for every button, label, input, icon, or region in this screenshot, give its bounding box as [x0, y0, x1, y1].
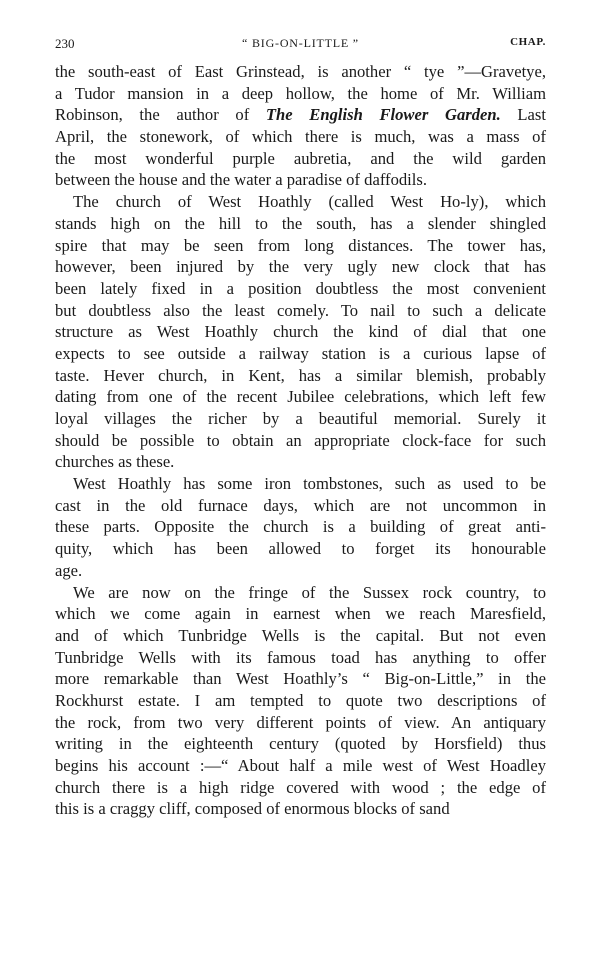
text-line: churches as these. — [55, 452, 175, 472]
running-head — [55, 34, 546, 56]
paragraph — [55, 191, 546, 473]
running-title: “ BIG-ON-LITTLE ” — [242, 36, 359, 50]
paragraph — [55, 61, 546, 191]
text-line: writing in the eighteenth century (quoted by Horsfield) thus — [55, 734, 546, 754]
text-line: dating from one of the recent Jubilee celebrations, which left few — [55, 387, 546, 407]
page-number: 230 — [55, 36, 75, 51]
text-line: Tunbridge Wells with its famous toad has anything to offer — [55, 647, 546, 667]
text-line: more remarkable than West Hoathly’s “ Big-on-Little,” in the — [55, 669, 546, 689]
text-line — [55, 104, 546, 126]
book-page — [55, 34, 546, 820]
text-line: April, the stonework, of which there is much, was a mass of — [55, 127, 546, 147]
text-line: a Tudor mansion in a deep hollow, the home of Mr. William — [55, 83, 546, 103]
text-line: West Hoathly has some iron tombstones, such as used to be — [73, 474, 546, 494]
text-line: which we come again in earnest when we reach Maresfield, — [55, 604, 546, 624]
text-line: The church of West Hoathly (called West Ho-ly), which — [73, 192, 546, 212]
text-line: but doubtless also the least comely. To nail to such a delicate — [55, 300, 546, 320]
text-line: loyal villages the richer by a beautiful memorial. Surely it — [55, 409, 546, 428]
text-line: between the house and the water a paradise of daffodils. — [55, 170, 427, 190]
text-line: the most wonderful purple aubretia, and the wild garden — [55, 148, 546, 168]
text-line: this is a craggy cliff, composed of enormous blocks of sand — [55, 799, 450, 819]
text-line: We are now on the fringe of the Sussex rock country, to — [73, 582, 546, 602]
text-line: expects to see outside a railway station is a curious lapse of — [55, 343, 546, 363]
text-line: age. — [55, 560, 83, 580]
text-segment: Last — [500, 105, 546, 125]
text-line: stands high on the hill to the south, has a slender shingled — [55, 213, 546, 233]
paragraph — [55, 582, 546, 821]
paragraph — [55, 473, 546, 581]
text-line: church there is a high ridge covered with wood ; the edge of — [55, 777, 546, 797]
text-line: quity, which has been allowed to forget its honourable — [55, 539, 546, 559]
text-line: spire that may be seen from long distances. The tower has, — [55, 235, 546, 255]
text-line: should be possible to obtain an appropriate clock-face for such — [55, 430, 546, 450]
text-line: taste. Hever church, in Kent, has a similar blemish, probably — [55, 365, 546, 385]
text-line: and of which Tunbridge Wells is the capital. But not even — [55, 625, 546, 645]
text-line: cast in the old furnace days, which are not uncommon in — [55, 495, 546, 515]
text-line: the south-east of East Grinstead, is another “ tye ”—Gravetye, — [55, 62, 546, 81]
text-line: the rock, from two very different points of view. An antiquary — [55, 712, 546, 732]
text-line: been lately fixed in a position doubtless the most convenient — [55, 278, 546, 298]
book-title: The English Flower Garden. — [265, 105, 501, 125]
body-text — [55, 61, 546, 820]
text-line: begins his account :—“ About half a mile west of West Hoadley — [55, 756, 546, 775]
chapter-abbrev: CHAP. — [510, 36, 546, 48]
text-line: these parts. Opposite the church is a building of great anti- — [55, 517, 546, 537]
text-line: structure as West Hoathly church the kind of dial that one — [55, 322, 546, 342]
text-line: however, been injured by the very ugly new clock that has — [55, 257, 546, 277]
text-segment: Robinson, the author of — [55, 105, 266, 125]
text-line: Rockhurst estate. I am tempted to quote two descriptions of — [55, 690, 546, 710]
